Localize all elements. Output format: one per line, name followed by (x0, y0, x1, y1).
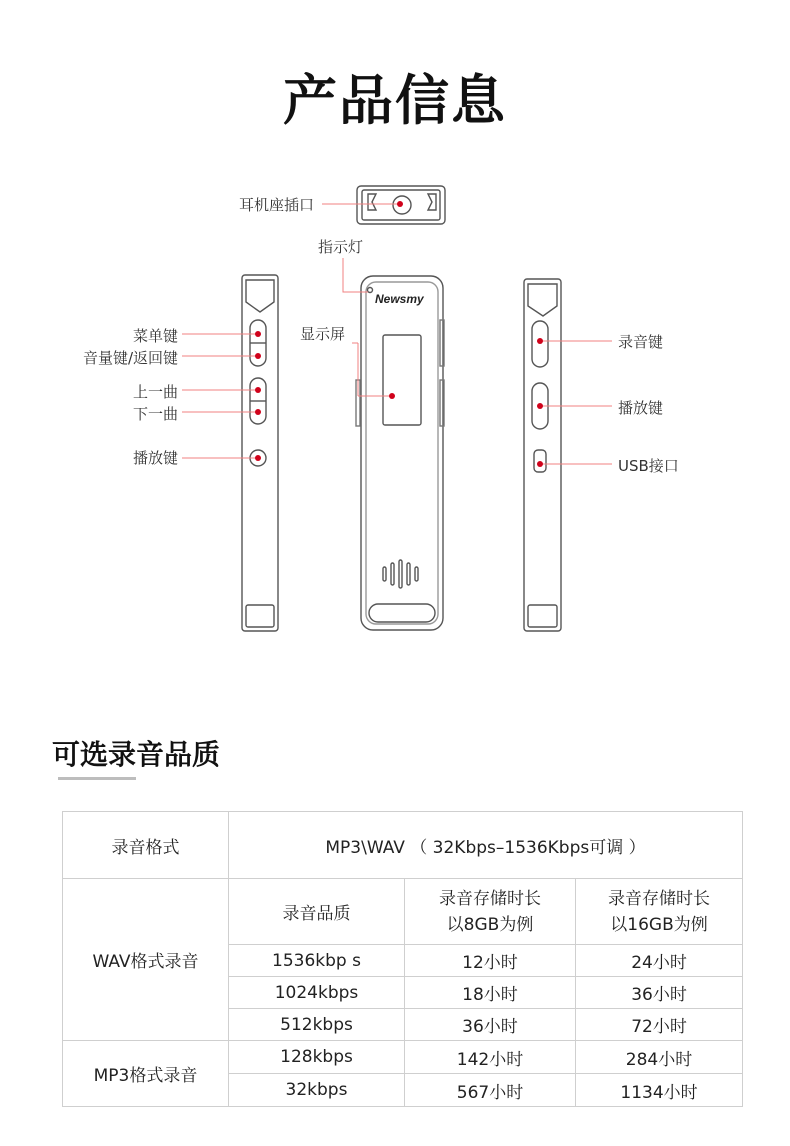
mp3-group-cell: MP3格式录音 (63, 1041, 229, 1107)
label-earphone-jack: 耳机座插口 (238, 196, 314, 214)
duration-8gb-cell: 567小时 (405, 1074, 576, 1107)
duration-16gb-cell: 284小时 (576, 1041, 743, 1074)
duration-8gb-header-cell (405, 879, 576, 945)
recording-quality-table (62, 811, 743, 1107)
page-title: 产品信息 (283, 69, 507, 132)
duration-16gb-cell: 36小时 (576, 977, 743, 1009)
duration-8gb-cell: 142小时 (405, 1041, 576, 1074)
left-side-device (242, 275, 278, 631)
duration-16gb-header-cell (576, 879, 743, 945)
duration-16gb-cell: 24小时 (576, 945, 743, 977)
table-header-row (63, 879, 743, 945)
duration-8gb-cell: 18小时 (405, 977, 576, 1009)
label-volume-back-key: 音量键/返回键 (82, 349, 178, 367)
duration-8gb-cell: 12小时 (405, 945, 576, 977)
wav-group-cell: WAV格式录音 (63, 879, 229, 1041)
label-prev-track: 上一曲 (132, 383, 178, 401)
duration-16gb-header-line2: 以16GB为例 (610, 914, 708, 935)
brand-logo: Newsmy (375, 292, 424, 306)
label-display: 显示屏 (300, 325, 346, 343)
label-menu-key: 菜单键 (132, 327, 178, 345)
section-title: 可选录音品质 (52, 738, 221, 771)
duration-16gb-cell: 72小时 (576, 1009, 743, 1041)
duration-16gb-cell: 1134小时 (576, 1074, 743, 1107)
front-device (356, 276, 444, 630)
format-value-cell: MP3\WAV （ 32Kbps–1536Kbps可调 ） (229, 812, 743, 879)
label-play-key-right: 播放键 (618, 399, 664, 417)
duration-8gb-header-line1: 录音存储时长 (439, 888, 541, 909)
quality-cell: 1024kbps (229, 977, 405, 1009)
duration-8gb-header-line2: 以8GB为例 (446, 914, 534, 935)
label-usb-port: USB接口 (618, 457, 679, 475)
label-next-track: 下一曲 (132, 405, 178, 423)
callout-dots (255, 201, 543, 467)
quality-cell: 32kbps (229, 1074, 405, 1107)
format-label-cell: 录音格式 (63, 812, 229, 879)
quality-cell: 128kbps (229, 1041, 405, 1074)
table-row (63, 812, 743, 879)
label-record-key: 录音键 (618, 333, 664, 351)
label-indicator-light: 指示灯 (318, 238, 364, 256)
right-side-device (524, 279, 561, 631)
table-row (63, 1041, 743, 1074)
section-underline (58, 777, 136, 780)
quality-cell: 1536kbp s (229, 945, 405, 977)
quality-header-cell: 录音品质 (229, 879, 405, 945)
duration-8gb-cell: 36小时 (405, 1009, 576, 1041)
duration-16gb-header-line1: 录音存储时长 (608, 888, 710, 909)
label-play-key-left: 播放键 (132, 449, 178, 467)
quality-cell: 512kbps (229, 1009, 405, 1041)
